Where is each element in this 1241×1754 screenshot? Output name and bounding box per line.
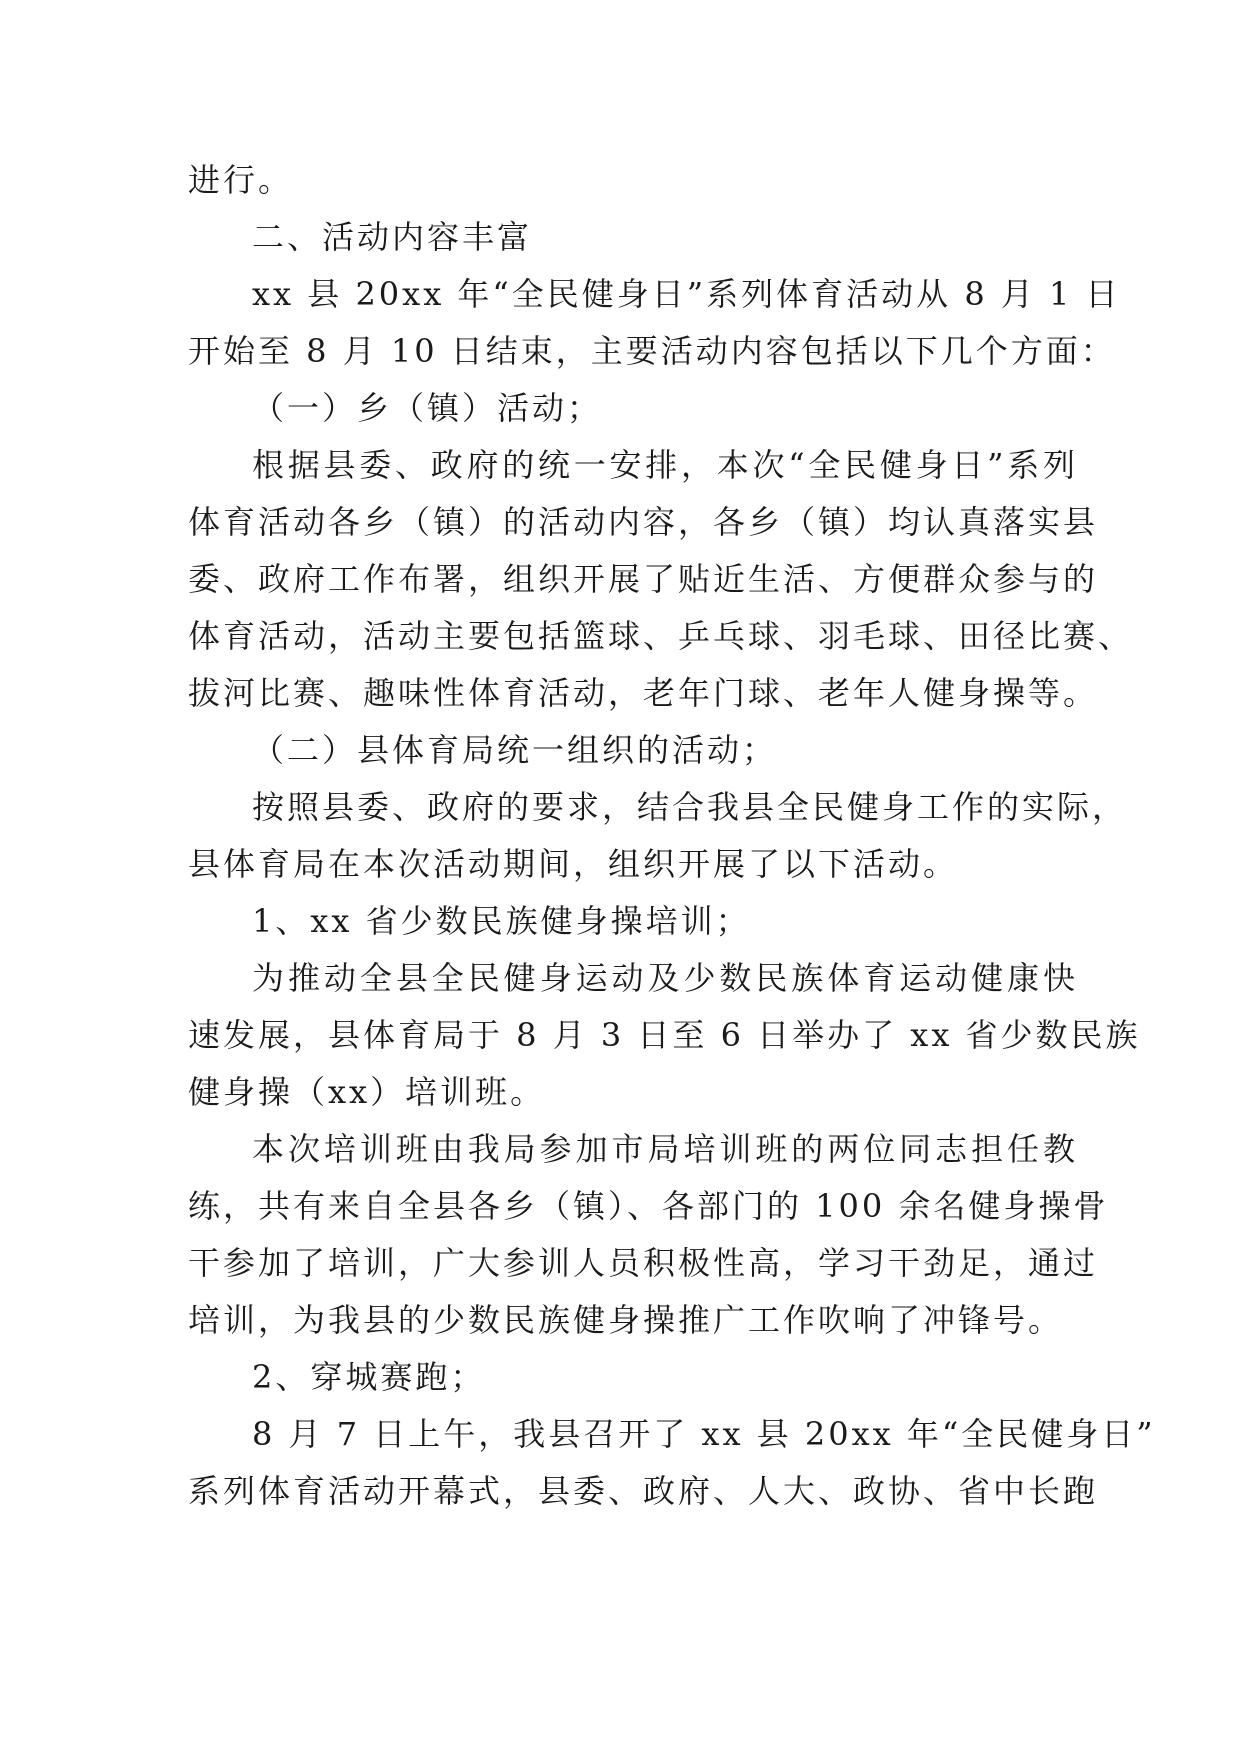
text-line: 委、政府工作布署，组织开展了贴近生活、方便群众参与的 [188, 560, 1099, 598]
text-line: 本次培训班由我局参加市局培训班的两位同志担任教 [252, 1130, 1078, 1168]
text-line: 体育活动，活动主要包括篮球、乒乓球、羽毛球、田径比赛、 [188, 617, 1134, 655]
section-heading: 二、活动内容丰富 [252, 218, 533, 256]
body-text [188, 152, 1156, 1520]
text-line: 为推动全县全民健身运动及少数民族体育运动健康快 [252, 959, 1078, 997]
text-line: 县体育局在本次活动期间，组织开展了以下活动。 [188, 845, 959, 883]
text-line: 速发展，县体育局于 8 月 3 日至 6 日举办了 xx 省少数民族 [188, 1016, 1141, 1054]
text-line: 根据县委、政府的统一安排，本次“全民健身日”系列 [252, 446, 1078, 484]
item-heading: 2、穿城赛跑； [252, 1358, 486, 1396]
text-line: 拔河比赛、趣味性体育活动，老年门球、老年人健身操等。 [188, 674, 1099, 712]
text-line: 练，共有来自全县各乡（镇）、各部门的 100 余名健身操骨 [188, 1187, 1109, 1225]
text-line: 8 月 7 日上午，我县召开了 xx 县 20xx 年“全民健身日” [252, 1415, 1156, 1453]
text-line: 干参加了培训，广大参训人员积极性高，学习干劲足，通过 [188, 1244, 1099, 1282]
text-line: 体育活动各乡（镇）的活动内容，各乡（镇）均认真落实县 [188, 503, 1099, 541]
subsection-heading: （一）乡（镇）活动； [252, 389, 603, 427]
text-line: 按照县委、政府的要求，结合我县全民健身工作的实际， [252, 788, 1128, 826]
text-line: 进行。 [188, 161, 294, 199]
text-line: xx 县 20xx 年“全民健身日”系列体育活动从 8 月 1 日 [252, 275, 1121, 313]
text-line: 系列体育活动开幕式，县委、政府、人大、政协、省中长跑 [188, 1472, 1099, 1510]
text-line: 培训，为我县的少数民族健身操推广工作吹响了冲锋号。 [188, 1301, 1064, 1339]
subsection-heading: （二）县体育局统一组织的活动； [252, 731, 778, 769]
text-line: 开始至 8 月 10 日结束，主要活动内容包括以下几个方面： [188, 332, 1116, 370]
item-heading: 1、xx 省少数民族健身操培训； [252, 902, 751, 940]
text-line: 健身操（xx）培训班。 [188, 1073, 546, 1111]
